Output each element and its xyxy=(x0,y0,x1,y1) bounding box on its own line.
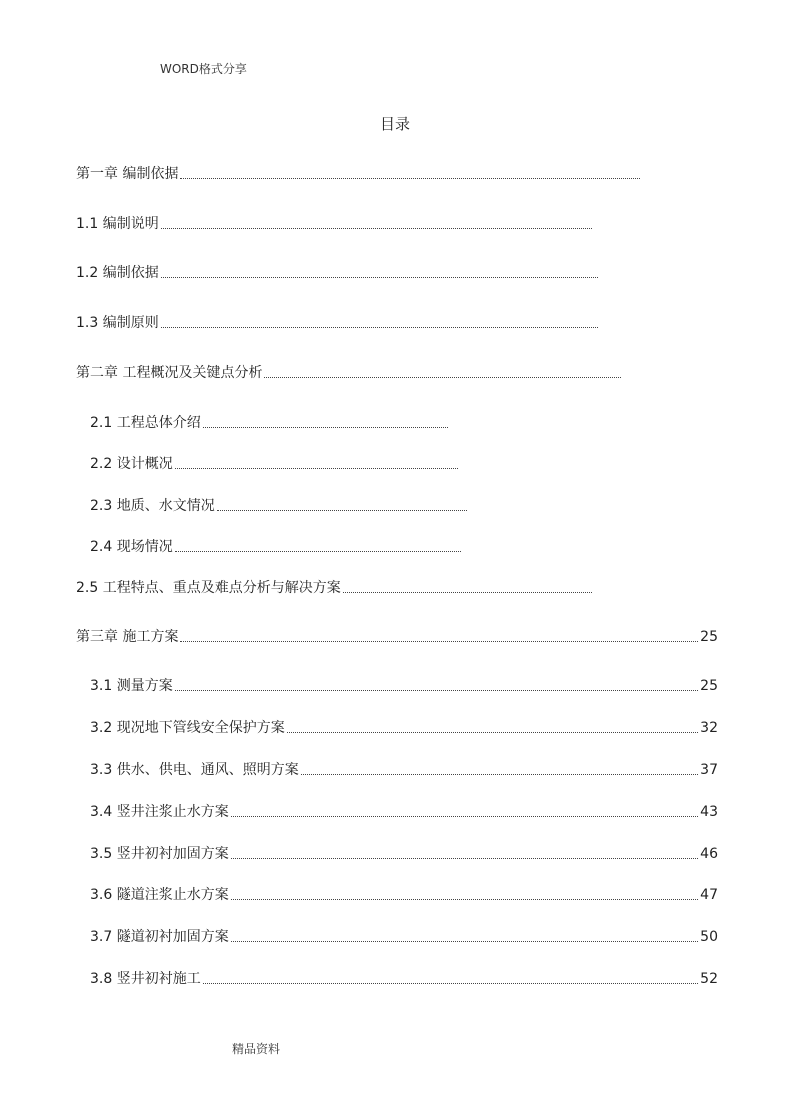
toc-entry-3-3[interactable] xyxy=(90,761,718,779)
toc-entry-chapter-2[interactable] xyxy=(76,364,623,382)
toc-entry-page: 25 xyxy=(700,678,718,694)
toc-entry-label: 第一章 编制依据 xyxy=(76,166,179,182)
toc-dot-leader xyxy=(175,468,458,469)
toc-entry-2-3[interactable] xyxy=(90,497,469,515)
toc-entry-3-7[interactable] xyxy=(90,928,718,946)
footer-note: 精品资料 xyxy=(232,1042,281,1056)
toc-dot-leader xyxy=(175,551,461,552)
toc-entry-label: 3.8 竖井初衬施工 xyxy=(90,971,201,987)
toc-entry-3-5[interactable] xyxy=(90,845,718,863)
toc-entry-label: 3.5 竖井初衬加固方案 xyxy=(90,846,229,862)
toc-entry-label: 2.1 工程总体介绍 xyxy=(90,415,201,431)
toc-entry-3-2[interactable] xyxy=(90,719,718,737)
toc-dot-leader xyxy=(203,983,698,984)
toc-entry-label: 2.5 工程特点、重点及难点分析与解决方案 xyxy=(76,580,341,596)
toc-dot-leader xyxy=(175,690,698,691)
toc-entry-label: 第三章 施工方案 xyxy=(76,629,179,645)
toc-entry-label: 3.3 供水、供电、通风、照明方案 xyxy=(90,762,299,778)
toc-entry-label: 1.2 编制依据 xyxy=(76,265,159,281)
toc-entry-label: 2.3 地质、水文情况 xyxy=(90,498,215,514)
toc-dot-leader xyxy=(180,178,640,179)
toc-entry-3-4[interactable] xyxy=(90,803,718,821)
toc-entry-page: 32 xyxy=(700,720,718,736)
toc-entry-label: 3.4 竖井注浆止水方案 xyxy=(90,804,229,820)
toc-entry-label: 3.1 测量方案 xyxy=(90,678,173,694)
toc-entry-page: 50 xyxy=(700,929,718,945)
toc-entry-page: 46 xyxy=(700,846,718,862)
toc-dot-leader xyxy=(231,899,698,900)
toc-dot-leader xyxy=(180,641,698,642)
toc-entry-label: 3.2 现况地下管线安全保护方案 xyxy=(90,720,285,736)
toc-entry-2-2[interactable] xyxy=(90,455,460,473)
toc-entry-label: 1.3 编制原则 xyxy=(76,315,159,331)
toc-entry-3-6[interactable] xyxy=(90,886,718,904)
toc-entry-page: 43 xyxy=(700,804,718,820)
toc-entry-2-5[interactable] xyxy=(76,579,594,597)
toc-dot-leader xyxy=(301,774,698,775)
toc-entry-label: 1.1 编制说明 xyxy=(76,216,159,232)
toc-entry-label: 3.6 隧道注浆止水方案 xyxy=(90,887,229,903)
toc-dot-leader xyxy=(343,592,592,593)
toc-dot-leader xyxy=(161,228,592,229)
toc-entry-2-1[interactable] xyxy=(90,414,450,432)
toc-dot-leader xyxy=(231,941,698,942)
toc-entry-label: 3.7 隧道初衬加固方案 xyxy=(90,929,229,945)
toc-entry-page: 47 xyxy=(700,887,718,903)
toc-dot-leader xyxy=(264,377,621,378)
toc-title: 目录 xyxy=(379,115,410,133)
toc-dot-leader xyxy=(203,427,448,428)
toc-dot-leader xyxy=(217,510,467,511)
toc-entry-3-1[interactable] xyxy=(90,677,718,695)
toc-entry-label: 2.2 设计概况 xyxy=(90,456,173,472)
toc-entry-3-8[interactable] xyxy=(90,970,718,988)
toc-entry-2-4[interactable] xyxy=(90,538,463,556)
toc-entry-page: 25 xyxy=(700,629,718,645)
toc-dot-leader xyxy=(287,732,698,733)
toc-entry-page: 52 xyxy=(700,971,718,987)
toc-entry-label: 第二章 工程概况及关键点分析 xyxy=(76,365,263,381)
toc-entry-1-3[interactable] xyxy=(76,314,600,332)
toc-entry-1-1[interactable] xyxy=(76,215,594,233)
toc-dot-leader xyxy=(161,327,598,328)
toc-entry-chapter-3[interactable] xyxy=(76,628,718,646)
header-note: WORD格式分享 xyxy=(160,62,247,76)
toc-entry-label: 2.4 现场情况 xyxy=(90,539,173,555)
toc-dot-leader xyxy=(231,858,698,859)
toc-entry-1-2[interactable] xyxy=(76,264,600,282)
toc-dot-leader xyxy=(231,816,698,817)
toc-entry-page: 37 xyxy=(700,762,718,778)
toc-entry-chapter-1[interactable] xyxy=(76,165,642,183)
toc-dot-leader xyxy=(161,277,598,278)
